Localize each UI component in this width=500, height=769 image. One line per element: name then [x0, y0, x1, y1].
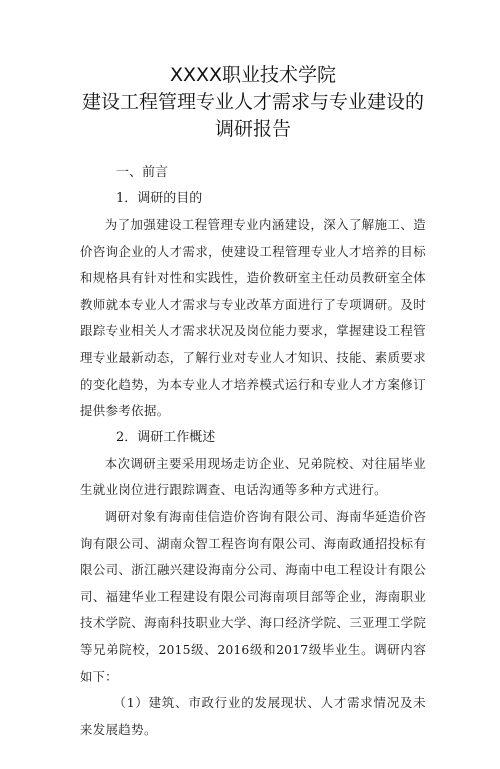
paragraph-subjects: 调研对象有海南佳信造价咨询有限公司、海南华延造价咨询有限公司、湖南众智工程咨询有限公司、海南政通招投标有限公司、浙江融兴建设海南分公司、海南中电工程设计有限公司、福建华业工程建设有限公司海南项目部等企业，海南职业技术学院、海南科技职业大学、海口经济学院、三亚理工学院等兄弟院校，2015级、2016级和2017级毕业生。调研内容如下： — [80, 508, 426, 684]
paragraph-methods: 本次调研主要采用现场走访企业、兄弟院校、对往届毕业生就业岗位进行跟踪调查、电话沟通等多种方式进行。 — [80, 455, 426, 498]
subsection-heading-overview: 2．调研工作概述 — [116, 429, 216, 445]
subsection-heading-purpose: 1．调研的目的 — [116, 191, 203, 206]
paragraph-purpose: 为了加强建设工程管理专业内涵建设，深入了解施工、造价咨询企业的人才需求，使建设工程管理专业人才培养的目标和规格具有针对性和实践性，造价教研室主任动员教研室全体教师就本专业人才需求与专业改革方面进行了专项调研。及时跟踪专业相关人才需求状况及岗位能力要求，掌握建设工程管理专业最新动态，了解行业对专业人才知识、技能、素质要求的变化趋势，为本专业人才培养模式运行和专业人才方案修订提供参考依据。 — [80, 217, 426, 419]
institution-title: XXXX职业技术学院 — [169, 64, 337, 86]
report-title-line: 调研报告 — [214, 118, 291, 140]
document-page — [0, 62, 500, 769]
list-item-content-1: （1）建筑、市政行业的发展现状、人才需求情况及未来发展趋势。 — [80, 695, 426, 737]
report-title-line: 建设工程管理专业人才需求与专业建设的 — [81, 91, 424, 113]
section-heading-preface: 一、前言 — [116, 165, 169, 180]
